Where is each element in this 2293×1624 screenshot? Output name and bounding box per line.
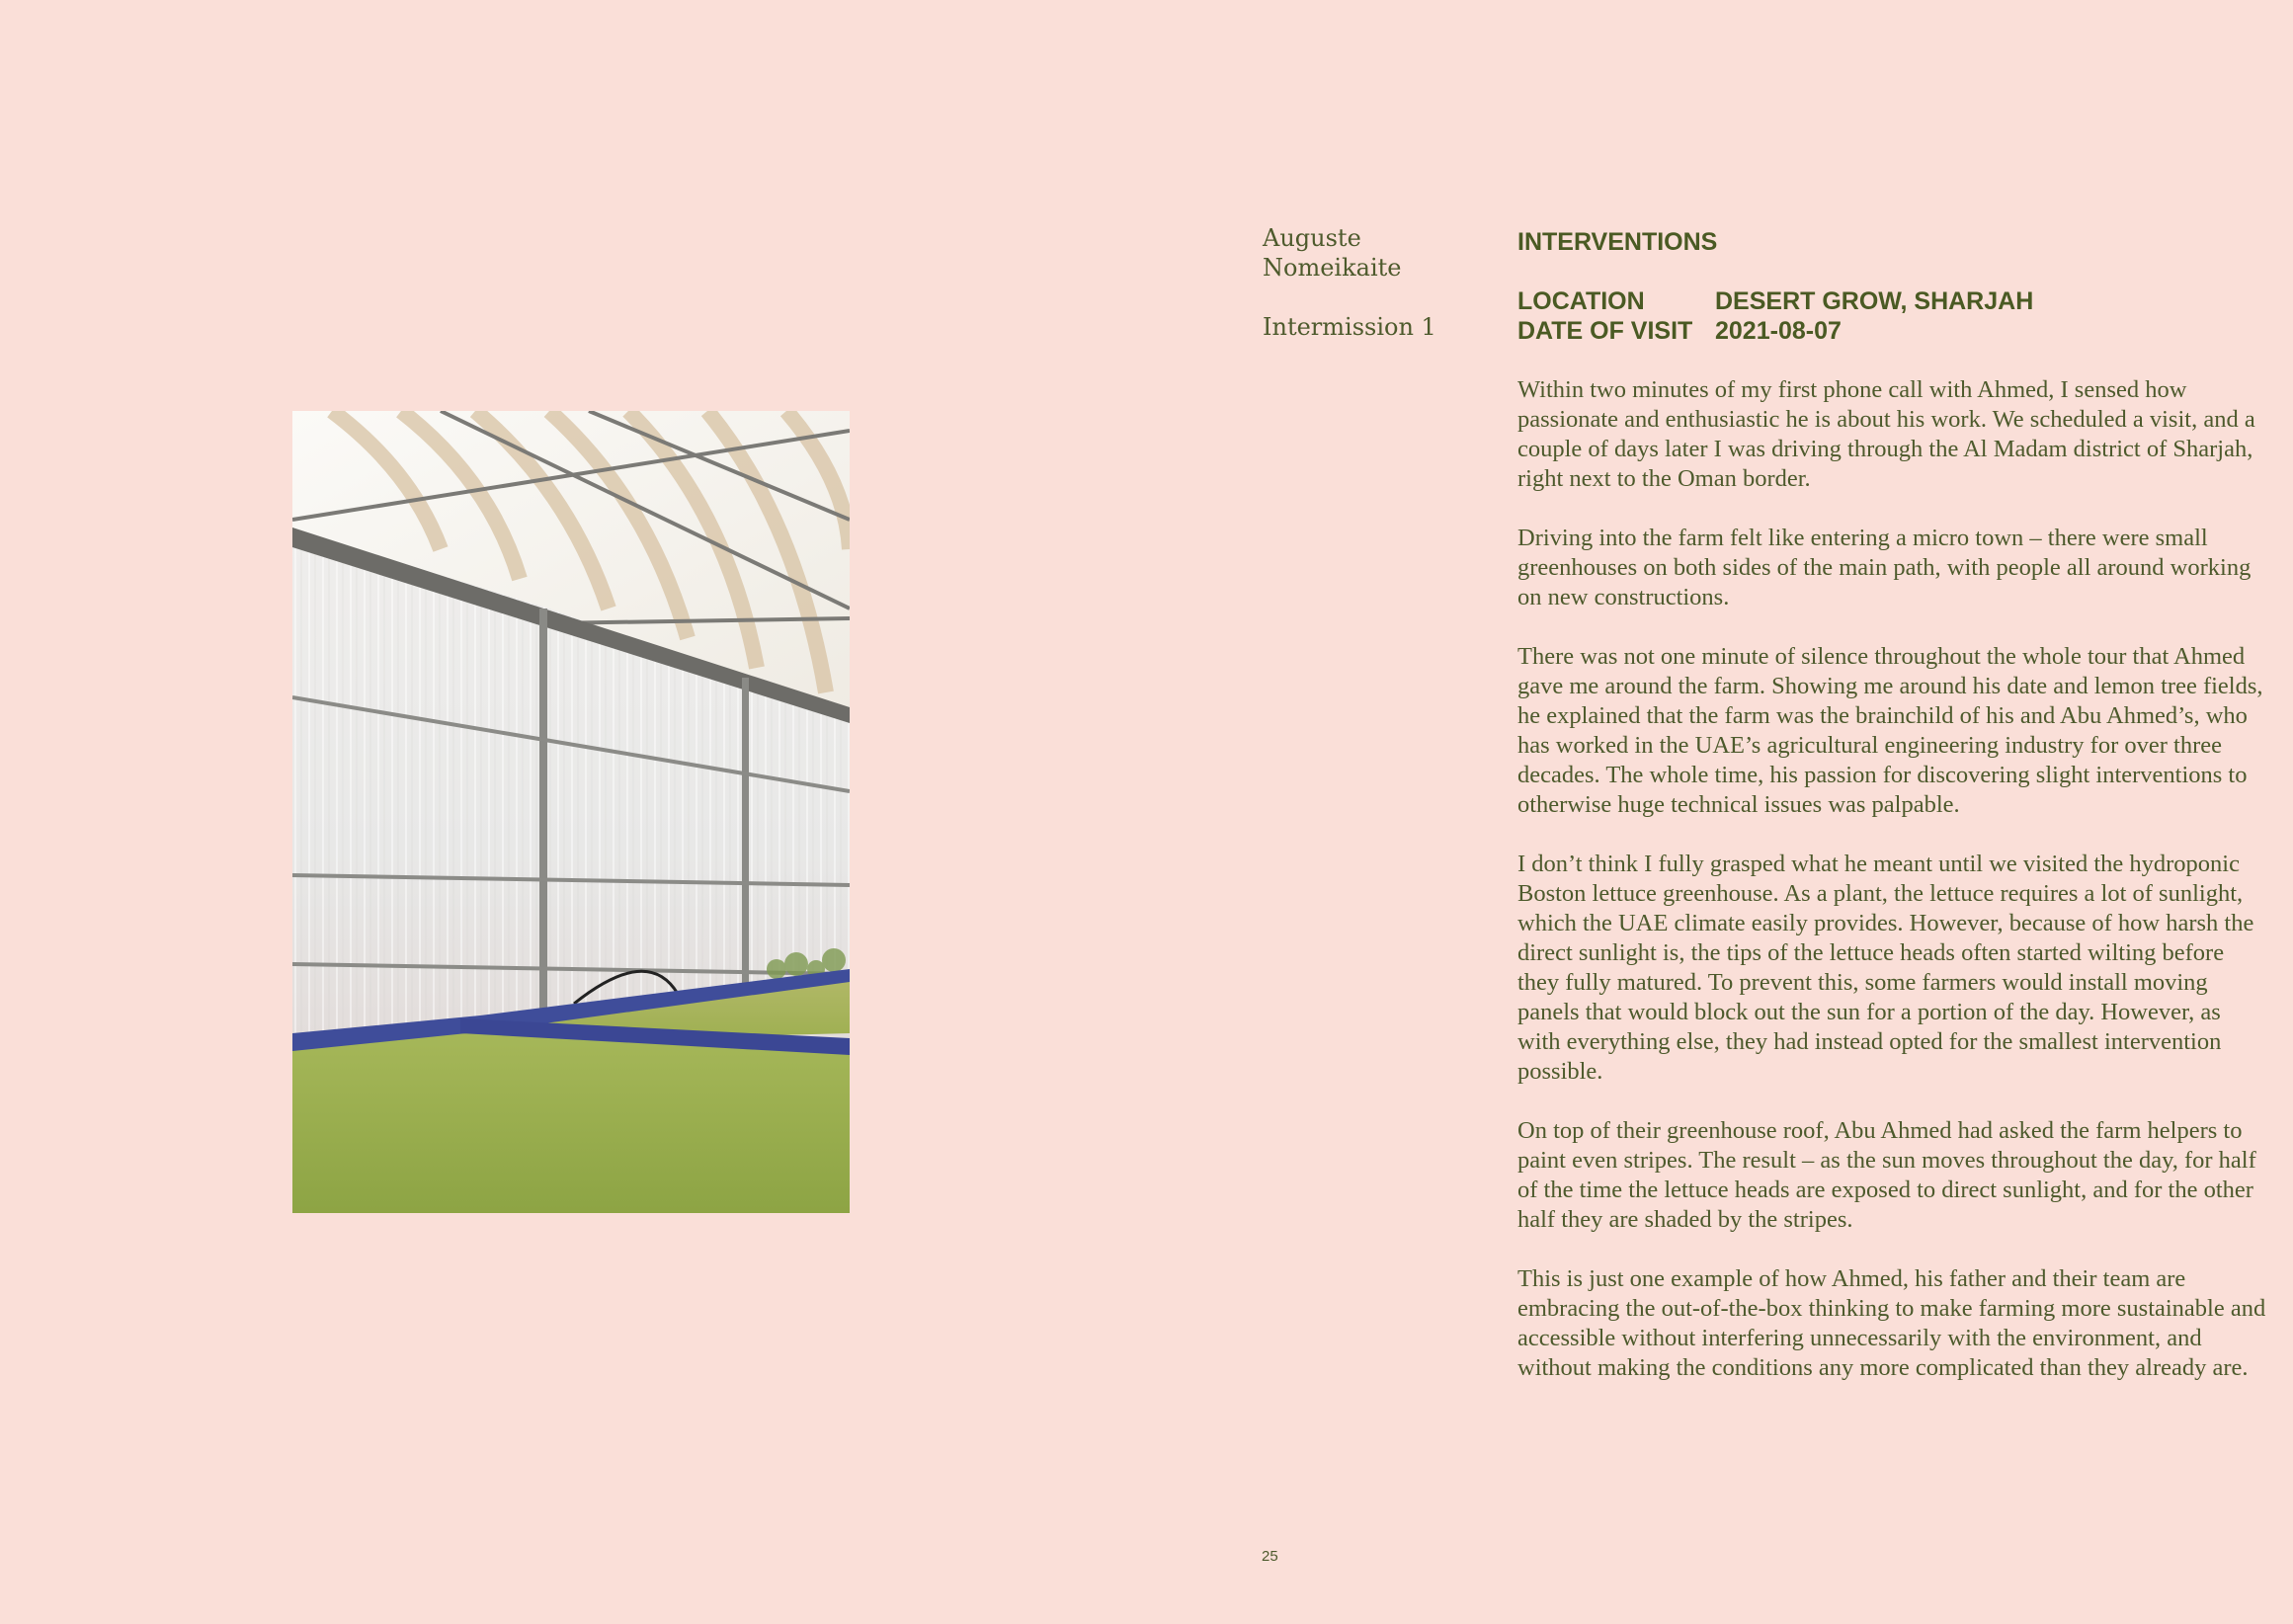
- paragraph: Driving into the farm felt like entering a micro town – there were small greenhouses on both sides of the main path, with people all around working on new constructions.: [1517, 525, 2252, 610]
- article: [1517, 227, 2268, 1383]
- author-name: Auguste Nomeikaite: [1263, 224, 1402, 282]
- meta-date-value: 2021-08-07: [1715, 317, 1842, 345]
- meta-location-value: DESERT GROW, SHARJAH: [1715, 287, 2034, 315]
- meta-location-key: LOCATION: [1517, 287, 1645, 315]
- paragraph: This is just one example of how Ahmed, his father and their team are embracing the out-of-the-box thinking to make farming more sustainable and accessible without interfering unnecessarily with the environment, and without making the conditions any more complicated than they already are.: [1517, 1265, 2266, 1381]
- page-number: 25: [1262, 1548, 1278, 1565]
- meta-date-key: DATE OF VISIT: [1517, 317, 1693, 345]
- paragraph: There was not one minute of silence throughout the whole tour that Ahmed gave me around the farm. Showing me around his date and lemon tree fields, he explained that the farm was the brainchild of his and Abu Ahmed’s, who has worked in the UAE’s agricultural engineering industry for over three decades. The whole time, his passion for discovering slight interventions to otherwise huge technical issues was palpable.: [1517, 643, 2263, 818]
- meta-date-row: [1517, 316, 2268, 346]
- paragraph: I don’t think I fully grasped what he meant until we visited the hydroponic Boston lettuce greenhouse. As a plant, the lettuce requires a lot of sunlight, which the UAE climate easily provides. However, because of how harsh the direct sunlight is, the tips of the lettuce heads often started wilting before they fully matured. To prevent this, some farmers would install moving panels that would block out the sun for a portion of the day. However, as with everything else, they had instead opted for the smallest intervention possible.: [1517, 851, 2254, 1085]
- paragraph: Within two minutes of my first phone call with Ahmed, I sensed how passionate and enthusiastic he is about his work. We scheduled a visit, and a couple of days later I was driving through the Al Madam district of Sharjah, right next to the Oman border.: [1517, 376, 2255, 492]
- greenhouse-photo: [292, 411, 850, 1213]
- article-body: [1517, 375, 2268, 1383]
- byline: [1263, 223, 1480, 342]
- section-label: Intermission 1: [1263, 313, 1436, 341]
- article-meta: [1517, 286, 2268, 346]
- paragraph: On top of their greenhouse roof, Abu Ahmed had asked the farm helpers to paint even stripes. The result – as the sun moves throughout the day, for half of the time the lettuce heads are exposed to direct sunlight, and for the other half they are shaded by the stripes.: [1517, 1117, 2256, 1233]
- meta-location-row: [1517, 286, 2268, 316]
- article-title: INTERVENTIONS: [1517, 228, 1718, 256]
